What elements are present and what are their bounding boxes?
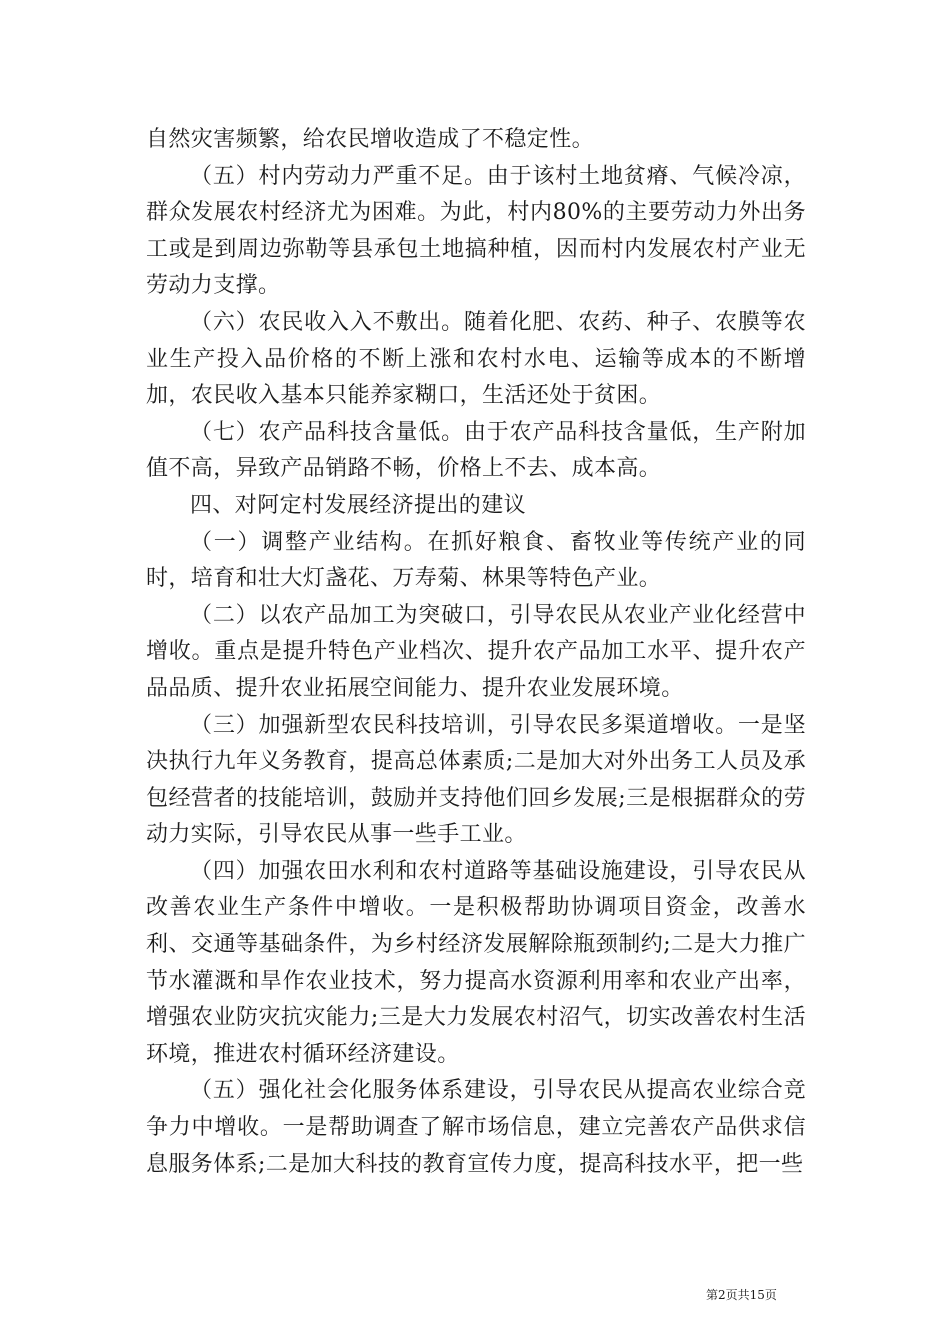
document-body [146, 122, 806, 1183]
page-number: 第2页共15页 [706, 1288, 777, 1302]
paragraph: 自然灾害频繁，给农民增收造成了不稳定性。 [146, 127, 595, 152]
paragraph: （二）以农产品加工为突破口，引导农民从农业产业化经营中增收。重点是提升特色产业档次、提升农产品加工水平、提升农产品品质、提升农业拓展空间能力、提升农业发展环境。 [146, 602, 806, 701]
paragraph: （五）强化社会化服务体系建设，引导农民从提高农业综合竞争力中增收。一是帮助调查了解市场信息，建立完善农产品供求信息服务体系;二是加大科技的教育宣传力度，提高科技水平，把一些 [146, 1078, 806, 1177]
paragraph: （五）村内劳动力严重不足。由于该村土地贫瘠、气候冷凉，群众发展农村经济尤为困难。为此，村内80%的主要劳动力外出务工或是到周边弥勒等县承包土地搞种植，因而村内发展农村产业无劳动力支撑。 [146, 163, 806, 299]
paragraph: （七）农产品科技含量低。由于农产品科技含量低，生产附加值不高，异致产品销路不畅，价格上不去、成本高。 [146, 419, 806, 482]
paragraph: （一）调整产业结构。在抓好粮食、畜牧业等传统产业的同时，培育和壮大灯盏花、万寿菊、林果等特色产业。 [146, 529, 806, 592]
paragraph: （三）加强新型农民科技培训，引导农民多渠道增收。一是坚决执行九年义务教育，提高总体素质;二是加大对外出务工人员及承包经营者的技能培训，鼓励并支持他们回乡发展;三是根据群众的劳动力实际，引导农民从事一些手工业。 [146, 712, 806, 848]
paragraph: （四）加强农田水利和农村道路等基础设施建设，引导农民从改善农业生产条件中增收。一是积极帮助协调项目资金，改善水利、交通等基础条件，为乡村经济发展解除瓶颈制约;二是大力推广节水灌溉和旱作农业技术，努力提高水资源利用率和农业产出率，增强农业防灾抗灾能力;三是大力发展农村沼气，切实改善农村生活环境，推进农村循环经济建设。 [146, 858, 806, 1067]
paragraph: （六）农民收入入不敷出。随着化肥、农药、种子、农膜等农业生产投入品价格的不断上涨和农村水电、运输等成本的不断增加，农民收入基本只能养家糊口，生活还处于贫困。 [146, 309, 806, 409]
section-heading: 四、对阿定村发展经济提出的建议 [190, 492, 527, 518]
